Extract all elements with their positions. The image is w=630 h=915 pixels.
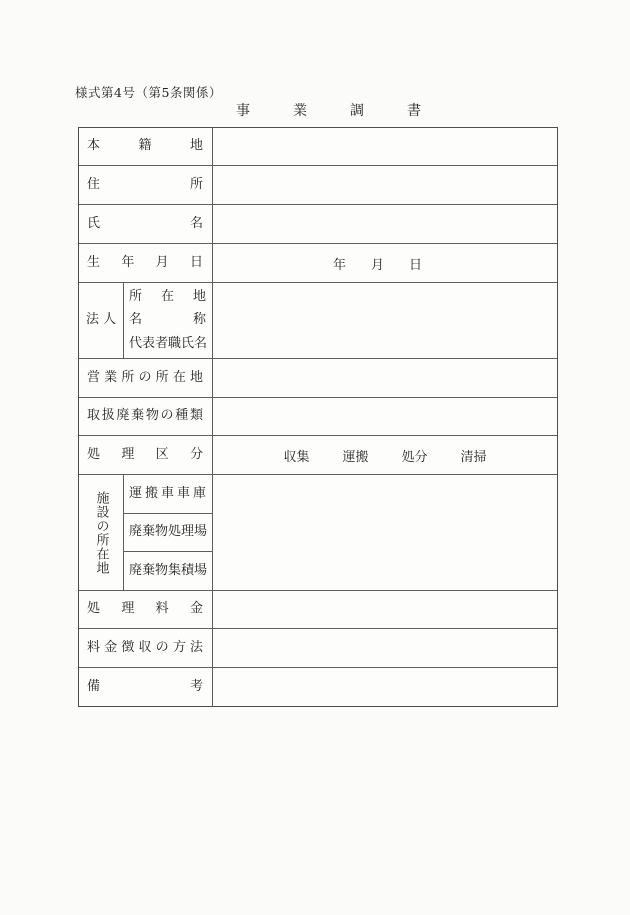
label-processing-fee: 処理料金 — [79, 591, 213, 628]
field-facility-locations[interactable] — [213, 475, 557, 590]
option-cleaning[interactable]: 清掃 — [460, 449, 487, 465]
label-corporation-location: 所在地 — [129, 289, 206, 305]
label-processing-category: 処理区分 — [79, 436, 213, 474]
row-address — [79, 166, 557, 205]
label-facility-locations: 施設の所在地 — [79, 475, 124, 590]
row-corporation — [79, 283, 557, 359]
field-fee-collection-method[interactable] — [213, 629, 557, 667]
document-title: 事業調書 — [236, 103, 464, 119]
label-waste-treatment-plant: 廃棄物処理場 — [124, 514, 212, 553]
label-address: 住所 — [79, 166, 213, 204]
field-remarks[interactable] — [213, 668, 557, 706]
option-collection[interactable]: 収集 — [283, 449, 310, 465]
label-name: 氏名 — [79, 205, 213, 243]
label-corporation: 法人 — [79, 283, 124, 358]
field-birthdate[interactable]: 年 月 日 — [333, 257, 429, 273]
label-waste-collection-site: 廃棄物集積場 — [129, 563, 208, 579]
facility-sublabels — [124, 475, 213, 590]
row-birthdate — [79, 244, 557, 283]
field-registered-domicile[interactable] — [213, 128, 557, 165]
label-birthdate: 生年月日 — [79, 244, 213, 282]
field-processing-fee[interactable] — [213, 591, 557, 628]
form-number: 様式第4号（第5条関係） — [75, 85, 222, 100]
field-corporation[interactable] — [213, 283, 557, 358]
label-remarks: 備考 — [79, 668, 213, 706]
row-waste-types — [79, 398, 557, 436]
label-corporation-name: 名称 — [129, 312, 206, 328]
option-disposal[interactable]: 処分 — [401, 449, 428, 465]
business-report-table — [78, 127, 558, 707]
label-registered-domicile: 本籍地 — [79, 128, 213, 165]
field-office-location[interactable] — [213, 359, 557, 397]
row-processing-fee — [79, 591, 557, 629]
label-office-location: 営業所の所在地 — [79, 359, 213, 397]
label-fee-collection-method: 料金徴収の方法 — [79, 629, 213, 667]
corporation-sublabels — [124, 283, 213, 358]
row-fee-collection-method — [79, 629, 557, 668]
row-processing-category — [79, 436, 557, 475]
row-name — [79, 205, 557, 244]
field-processing-category[interactable] — [213, 436, 557, 474]
label-vehicle-garage: 運搬車車庫 — [124, 475, 212, 514]
label-waste-types: 取扱廃棄物の種類 — [79, 398, 213, 435]
label-corporation-representative: 代表者職氏名 — [129, 335, 208, 351]
row-facility-locations — [79, 475, 557, 591]
row-office-location — [79, 359, 557, 398]
field-address[interactable] — [213, 166, 557, 204]
row-remarks — [79, 668, 557, 706]
option-transport[interactable]: 運搬 — [342, 449, 369, 465]
field-name[interactable] — [213, 205, 557, 243]
row-registered-domicile — [79, 128, 557, 166]
field-waste-types[interactable] — [213, 398, 557, 435]
